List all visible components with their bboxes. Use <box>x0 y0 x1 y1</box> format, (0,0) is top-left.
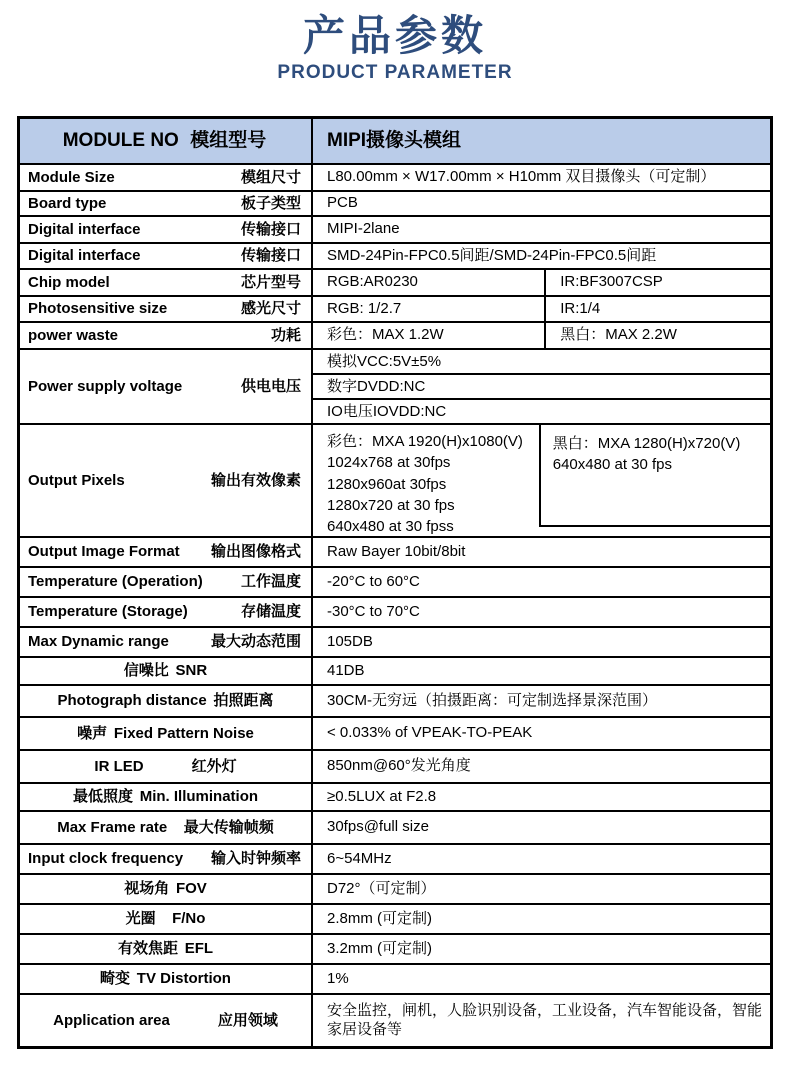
table-row <box>20 242 770 268</box>
row-value: 30fps@full size <box>311 812 770 843</box>
pixels-color-line: 1024x768 at 30fps <box>327 454 451 472</box>
table-row <box>20 749 770 782</box>
table-header-row <box>20 119 770 163</box>
value-color: 彩色：MAX 1.2W <box>327 326 444 344</box>
label-en: Application area <box>53 1011 170 1029</box>
table-row <box>20 903 770 933</box>
value-ir: IR:BF3007CSP <box>544 270 770 295</box>
row-label <box>20 935 311 963</box>
label-zh: 最大动态范围 <box>210 633 301 650</box>
label-en: F/No <box>172 910 206 927</box>
row-label <box>20 905 311 933</box>
row-value: 850nm@60°发光角度 <box>311 751 770 782</box>
label-en: Board type <box>28 194 107 212</box>
row-value: 30CM-无穷远（拍摄距离：可定制选择景深范围） <box>311 686 770 716</box>
table-row <box>20 536 770 566</box>
row-label <box>20 244 311 268</box>
label-zh: 畸变 <box>100 970 131 987</box>
label-zh: 输出图像格式 <box>210 543 301 560</box>
row-value: D72°（可定制） <box>311 875 770 903</box>
voltage-line: 模拟VCC:5V±5% <box>327 352 442 370</box>
label-zh: 应用领域 <box>217 1011 278 1029</box>
label-zh: 供电电压 <box>240 377 301 395</box>
table-row <box>20 626 770 656</box>
table-row <box>20 321 770 348</box>
table-row <box>20 656 770 684</box>
label-en: Photosensitive size <box>28 300 168 317</box>
pixels-color-line: 640x480 at 30 fpss <box>327 518 454 536</box>
label-zh: 光圈 <box>125 910 156 927</box>
label-zh: 信噪比 <box>123 662 169 679</box>
voltage-line: IO电压IOVDD:NC <box>313 398 770 423</box>
label-en: SNR <box>175 662 208 679</box>
pixels-mono-title: 黑白：MXA 1280(H)x720(V) <box>552 435 741 452</box>
row-label <box>20 538 311 566</box>
voltage-line: 数字DVDD:NC <box>313 373 770 398</box>
row-label <box>20 425 311 536</box>
header-label-en: MODULE NO <box>62 129 179 151</box>
pixels-color-line: 1280x960at 30fps <box>327 475 447 493</box>
label-zh: 红外灯 <box>191 757 237 775</box>
header-label-zh: 模组型号 <box>190 129 267 151</box>
label-zh: 有效焦距 <box>117 940 178 957</box>
table-row <box>20 295 770 321</box>
row-label <box>20 686 311 716</box>
pixels-color-line: 1280x720 at 30 fps <box>327 496 455 514</box>
label-en: Digital interface <box>28 220 141 238</box>
table-row <box>20 190 770 215</box>
table-row <box>20 215 770 242</box>
pixels-mono-cell <box>539 425 770 527</box>
header-module-name: MIPI摄像头模组 <box>311 119 770 163</box>
row-label <box>20 350 311 423</box>
row-value: L80.00mm × W17.00mm × H10mm 双目摄像头（可定制） <box>311 165 770 190</box>
table-row <box>20 268 770 295</box>
label-en: TV Distortion <box>136 970 231 987</box>
label-zh: 最低照度 <box>72 788 133 805</box>
row-value: 105DB <box>311 628 770 656</box>
label-en: Input clock frequency <box>28 850 184 867</box>
row-label <box>20 568 311 596</box>
row-label <box>20 875 311 903</box>
row-label <box>20 718 311 749</box>
row-label <box>20 965 311 993</box>
row-value: MIPI-2lane <box>311 217 770 242</box>
row-label <box>20 995 311 1046</box>
row-value: 2.8mm (可定制) <box>311 905 770 933</box>
row-value: 1% <box>311 965 770 993</box>
label-zh: 最大传输帧频 <box>183 818 274 836</box>
label-en: Digital interface <box>28 247 141 264</box>
label-en: Module Size <box>28 168 115 186</box>
page-subtitle: PRODUCT PARAMETER <box>277 62 513 84</box>
label-en: Photograph distance <box>57 692 207 709</box>
row-value: 3.2mm (可定制) <box>311 935 770 963</box>
row-value-split <box>311 297 770 321</box>
row-value-pixels <box>311 425 770 536</box>
row-label <box>20 658 311 684</box>
label-zh: 功耗 <box>270 326 301 344</box>
table-row <box>20 993 770 1046</box>
label-zh: 工作温度 <box>240 573 301 590</box>
label-en: Temperature (Operation) <box>28 573 203 590</box>
row-label <box>20 845 311 873</box>
pixels-color-title: 彩色：MXA 1920(H)x1080(V) <box>327 433 523 450</box>
page-title: 产品参数 <box>302 12 487 59</box>
label-en: FOV <box>175 880 207 897</box>
value-ir: IR:1/4 <box>544 297 770 321</box>
label-en: EFL <box>184 940 214 957</box>
label-zh: 存储温度 <box>240 603 301 620</box>
label-zh: 噪声 <box>77 724 108 742</box>
row-value: -30°C to 70°C <box>311 598 770 626</box>
label-zh: 传输接口 <box>240 247 301 264</box>
row-value-stack <box>311 350 770 423</box>
label-en: Max Frame rate <box>57 818 168 836</box>
row-label <box>20 270 311 295</box>
label-en: Max Dynamic range <box>28 633 169 650</box>
label-zh: 感光尺寸 <box>240 300 301 317</box>
row-value: PCB <box>311 192 770 215</box>
label-en: Chip model <box>28 273 110 291</box>
row-label <box>20 751 311 782</box>
row-value: < 0.033% of VPEAK-TO-PEAK <box>311 718 770 749</box>
row-label <box>20 812 311 843</box>
label-zh: 视场角 <box>124 880 170 897</box>
table-row <box>20 566 770 596</box>
row-label <box>20 297 311 321</box>
table-row <box>20 348 770 423</box>
row-label <box>20 598 311 626</box>
label-zh: 芯片型号 <box>240 273 301 291</box>
value-rgb: RGB: 1/2.7 <box>327 299 402 317</box>
pixels-mono-line: 640x480 at 30 fps <box>552 456 673 474</box>
label-en: Min. Illumination <box>139 788 259 805</box>
row-label <box>20 192 311 215</box>
row-label <box>20 784 311 810</box>
pixels-color-cell <box>313 425 539 536</box>
label-en: Output Pixels <box>28 471 125 489</box>
table-row <box>20 684 770 716</box>
label-zh: 传输接口 <box>240 220 301 238</box>
row-value: -20°C to 60°C <box>311 568 770 596</box>
label-en: Power supply voltage <box>28 377 183 395</box>
table-row <box>20 873 770 903</box>
table-row <box>20 163 770 190</box>
row-value: SMD-24Pin-FPC0.5间距/SMD-24Pin-FPC0.5间距 <box>311 244 770 268</box>
table-row <box>20 810 770 843</box>
label-zh: 输入时钟频率 <box>210 850 301 867</box>
table-row <box>20 843 770 873</box>
row-label <box>20 165 311 190</box>
value-mono: 黑白：MAX 2.2W <box>544 323 770 348</box>
table-row <box>20 933 770 963</box>
label-en: IR LED <box>94 757 144 775</box>
label-zh: 模组尺寸 <box>240 168 301 186</box>
label-en: power waste <box>28 326 119 344</box>
row-label <box>20 323 311 348</box>
parameter-table <box>17 116 773 1049</box>
label-en: Output Image Format <box>28 543 180 560</box>
row-label <box>20 628 311 656</box>
label-zh: 输出有效像素 <box>210 471 301 489</box>
row-value: 6~54MHz <box>311 845 770 873</box>
row-value-split <box>311 323 770 348</box>
row-value: ≥0.5LUX at F2.8 <box>311 784 770 810</box>
label-en: Temperature (Storage) <box>28 603 188 620</box>
title-section <box>0 0 790 84</box>
row-value: 安全监控，闸机，人脸识别设备，工业设备，汽车智能设备，智能家居设备等 <box>311 995 770 1046</box>
table-row <box>20 716 770 749</box>
row-value: Raw Bayer 10bit/8bit <box>311 538 770 566</box>
row-value: 41DB <box>311 658 770 684</box>
label-en: Fixed Pattern Noise <box>113 724 254 742</box>
header-module-no <box>20 119 311 163</box>
table-row <box>20 782 770 810</box>
table-row <box>20 963 770 993</box>
table-row <box>20 423 770 536</box>
label-zh: 板子类型 <box>240 194 301 212</box>
value-rgb: RGB:AR0230 <box>327 273 418 291</box>
row-label <box>20 217 311 242</box>
label-zh: 拍照距离 <box>213 692 274 709</box>
table-row <box>20 596 770 626</box>
row-value-split <box>311 270 770 295</box>
